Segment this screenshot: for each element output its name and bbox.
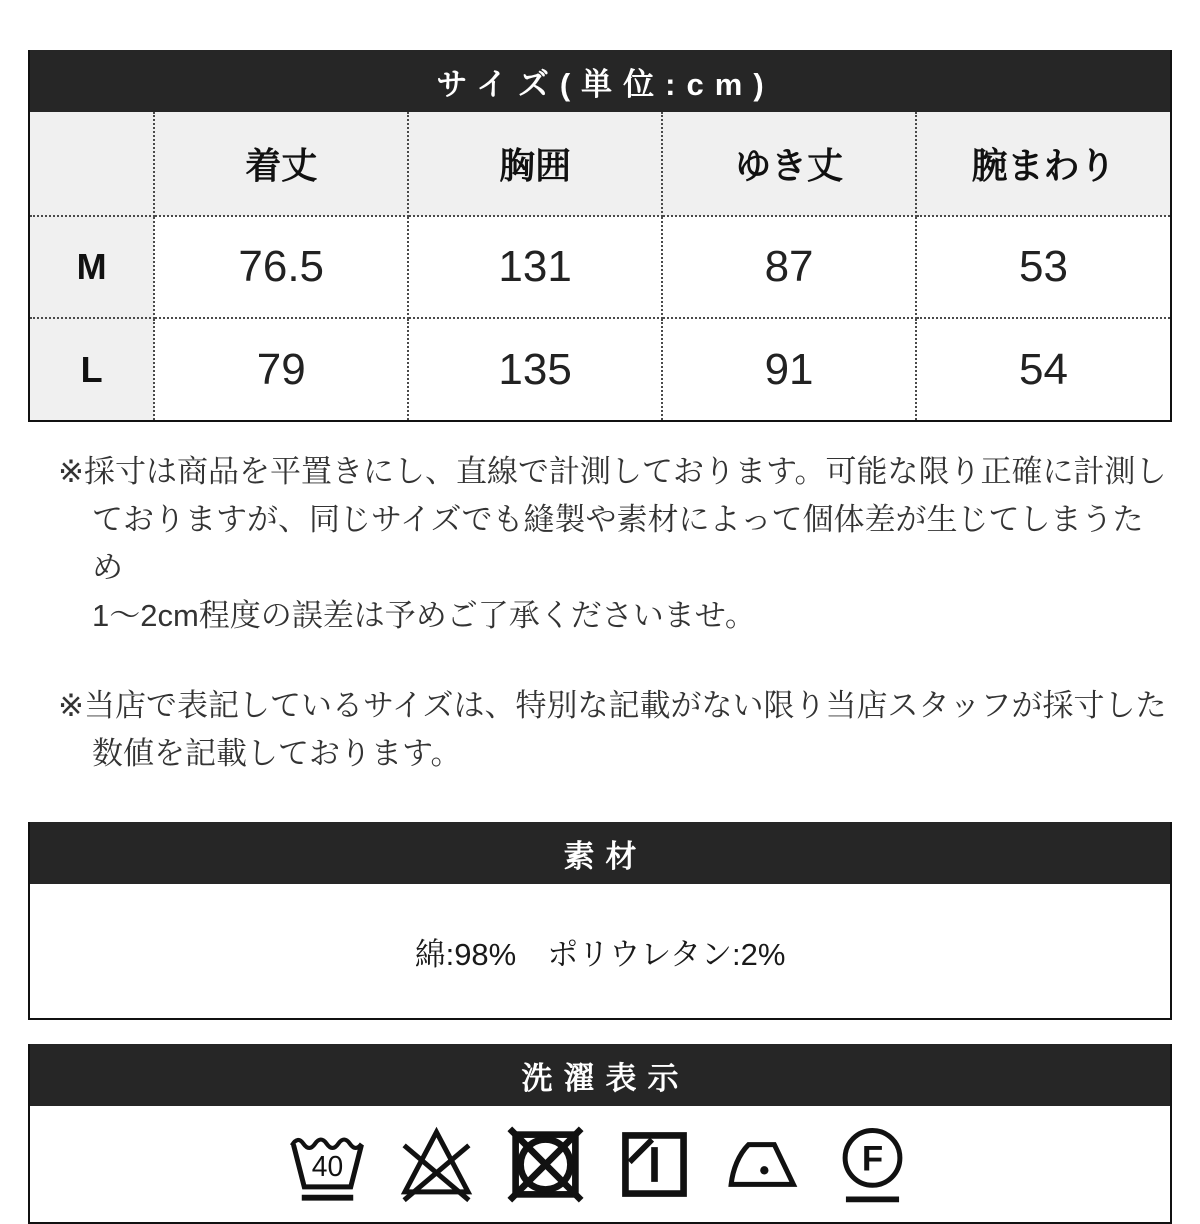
- value-cell: 131: [408, 216, 662, 318]
- value-cell: 135: [408, 318, 662, 420]
- material-section: [28, 822, 1172, 1020]
- svg-text:40: 40: [311, 1149, 344, 1182]
- column-header-sleeve-length: ゆき丈: [662, 112, 916, 216]
- size-label-m: M: [30, 216, 154, 318]
- dry-clean-petroleum-gentle-icon: [831, 1123, 914, 1206]
- note-line: ておりますが、同じサイズでも縫製や素材によって個体差が生じてしまうため: [92, 502, 1144, 585]
- column-header-body-length: 着丈: [154, 112, 408, 216]
- corner-cell: [30, 112, 154, 216]
- note-line: ※採寸は商品を平置きにし、直線で計測しております。可能な限り正確に計測し: [58, 454, 1167, 489]
- size-spec-page: [28, 0, 1172, 1224]
- note-line: 1〜2cm程度の誤差は予めご了承くださいませ。: [92, 598, 756, 633]
- material-composition: [30, 884, 1170, 1018]
- care-icons-row: [30, 1106, 1170, 1222]
- value-cell: 79: [154, 318, 408, 420]
- wash-40-gentle-icon: [286, 1123, 369, 1206]
- material-section-header: [30, 822, 1170, 884]
- value-cell: 54: [916, 318, 1170, 420]
- column-header-arm-width: 腕まわり: [916, 112, 1170, 216]
- measurement-notes: [28, 448, 1172, 778]
- table-row-size-m: [30, 216, 1170, 318]
- material-composition-text: 綿:98% ポリウレタン:2%: [414, 936, 786, 972]
- note-measurement-accuracy: [58, 448, 1172, 640]
- line-dry-in-shade-icon: [613, 1123, 696, 1206]
- note-line: ※当店で表記しているサイズは、特別な記載がない限り当店スタッフが採寸した: [58, 688, 1167, 723]
- size-section-title: サイズ(単位:cm): [436, 66, 775, 102]
- value-cell: 91: [662, 318, 916, 420]
- size-table: [30, 112, 1170, 420]
- do-not-bleach-icon: [395, 1123, 478, 1206]
- do-not-tumble-dry-icon: [504, 1123, 587, 1206]
- column-header-chest: 胸囲: [408, 112, 662, 216]
- value-cell: 87: [662, 216, 916, 318]
- svg-text:F: F: [861, 1138, 884, 1178]
- size-table-header-row: [30, 112, 1170, 216]
- size-section: [28, 50, 1172, 422]
- care-section: [28, 1044, 1172, 1224]
- note-staff-measured: [58, 682, 1172, 778]
- value-cell: 76.5: [154, 216, 408, 318]
- care-section-title: 洗濯表示: [521, 1060, 690, 1096]
- care-section-header: [30, 1044, 1170, 1106]
- size-label-l: L: [30, 318, 154, 420]
- iron-low-temp-icon: [722, 1123, 805, 1206]
- value-cell: 53: [916, 216, 1170, 318]
- size-section-header: [30, 50, 1170, 112]
- material-section-title: 素材: [563, 838, 648, 874]
- table-row-size-l: [30, 318, 1170, 420]
- note-line: 数値を記載しております。: [92, 736, 462, 771]
